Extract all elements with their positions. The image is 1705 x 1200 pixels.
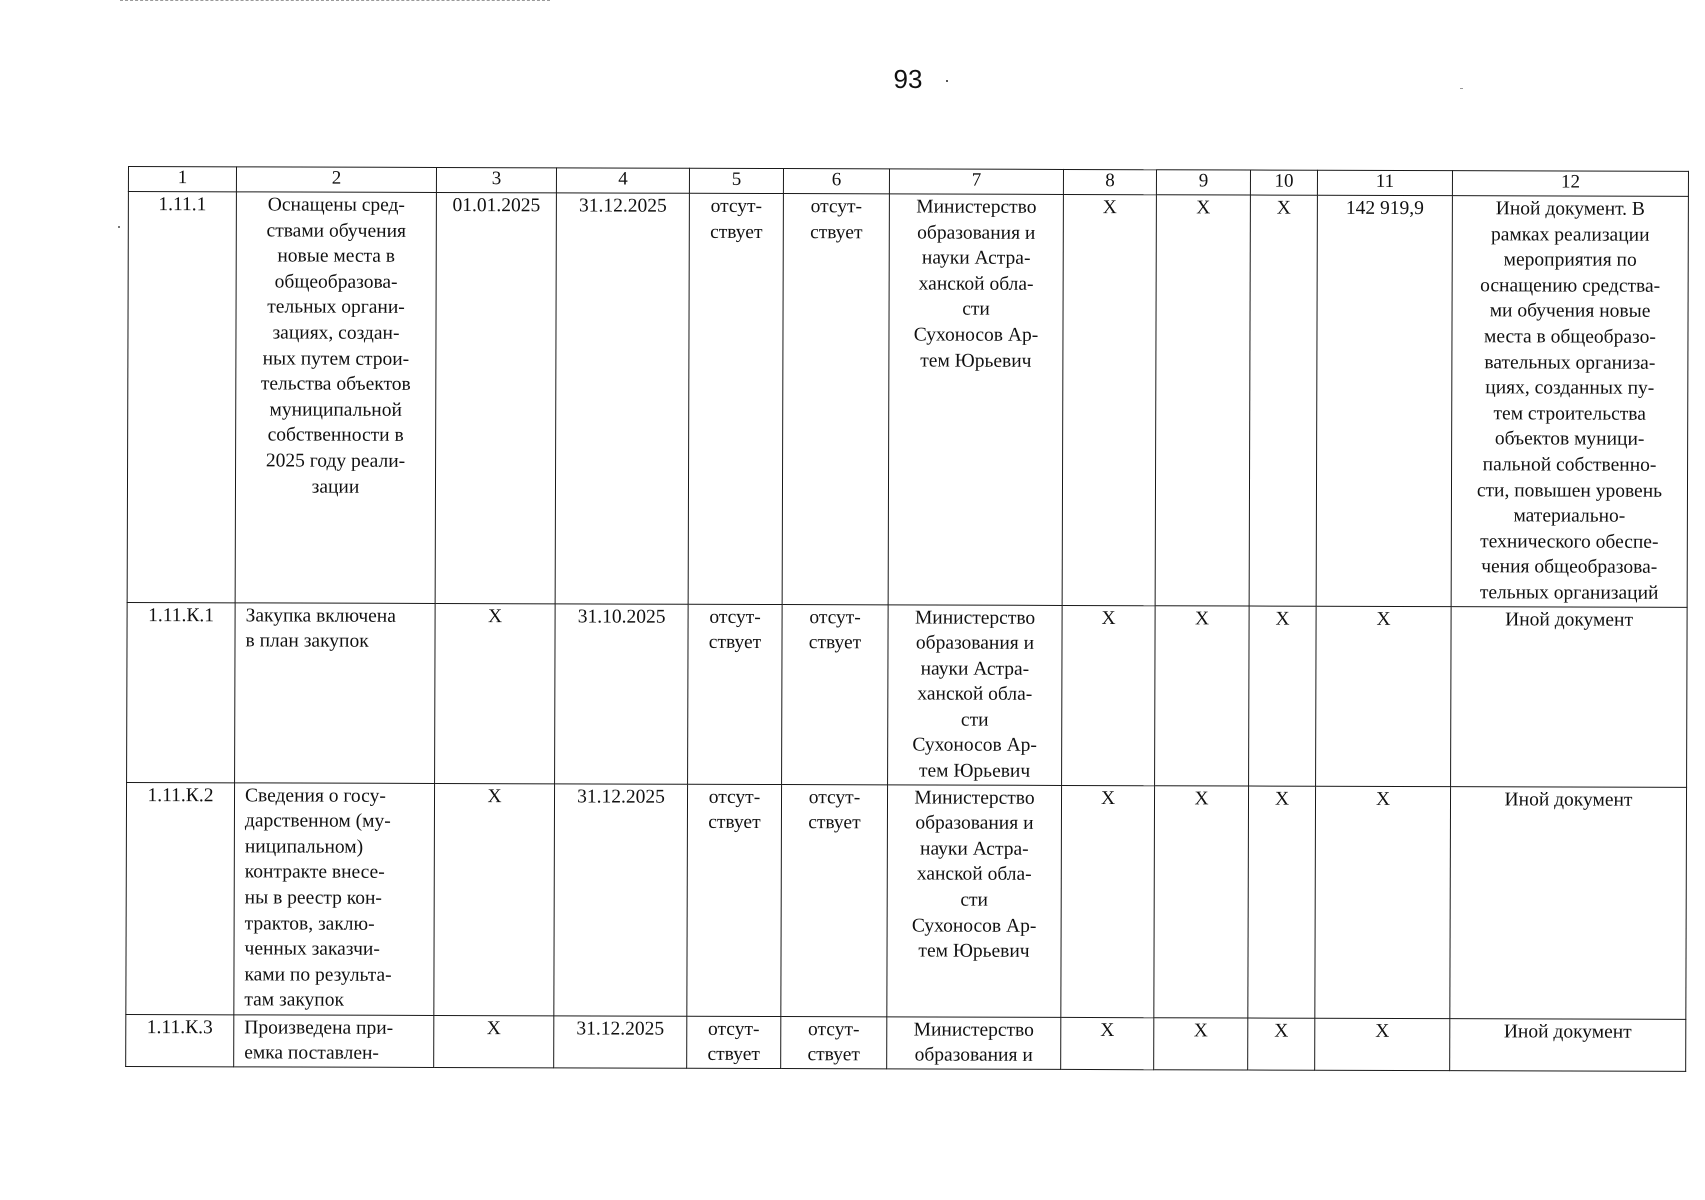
row-id: 1.11.К.2 — [126, 782, 235, 1014]
row-description: Сведения о госу- дарственном (му- ниципальном) контракте внесе- ны в реестр кон- трактов, заклю- ченных заказчи- ками по результа- там закупок — [234, 782, 435, 1015]
row-col5: отсут- ствует — [688, 604, 783, 784]
row-document: Иной документ. В рамках реализации мероприятия по оснащению средства- ми обучения новые места в общеобразо- вательных организа- циях, созданных пу- тем строительства объектов муници- пальной собственно- сти, повышен уровень материально- технического обеспе- чения общеобразова- тельных организаций — [1451, 196, 1688, 607]
table-row — [126, 1014, 1686, 1071]
column-number: 7 — [889, 169, 1063, 195]
row-col11: X — [1315, 1018, 1450, 1071]
row-col6: отсут- ствует — [781, 784, 888, 1016]
row-responsible: Министерство образования и науки Астра- ханской обла- сти Сухоносов Ар- тем Юрьевич — [887, 785, 1062, 1018]
table-row — [127, 192, 1688, 607]
row-id: 1.11.1 — [127, 192, 236, 603]
row-end-date: 31.12.2025 — [554, 783, 688, 1015]
row-responsible: Министерство образования и — [887, 1017, 1061, 1070]
row-col6: отсут- ствует — [782, 604, 889, 784]
column-number: 6 — [783, 169, 889, 194]
column-number: 1 — [128, 167, 236, 192]
row-document: Иной документ — [1451, 606, 1688, 787]
row-col11: X — [1315, 786, 1451, 1018]
column-number: 2 — [236, 167, 436, 193]
column-number: 9 — [1156, 170, 1250, 195]
row-col9: X — [1155, 605, 1250, 785]
row-document: Иной документ — [1450, 786, 1687, 1019]
row-col10: X — [1248, 786, 1316, 1018]
row-col11: 142 919,9 — [1316, 195, 1452, 606]
activities-table — [125, 166, 1689, 1072]
scan-speck — [118, 226, 120, 228]
page-number: 93 — [893, 64, 923, 94]
row-description: Закупка включена в план закупок — [235, 602, 436, 783]
row-end-date: 31.12.2025 — [554, 1015, 687, 1068]
column-number: 4 — [556, 168, 689, 193]
row-col5: отсут- ствует — [688, 193, 783, 604]
row-end-date: 31.10.2025 — [555, 603, 689, 784]
column-number: 10 — [1250, 170, 1317, 195]
row-col9: X — [1154, 1017, 1248, 1069]
row-responsible: Министерство образования и науки Астра- ханской обла- сти Сухоносов Ар- тем Юрьевич — [888, 604, 1063, 785]
row-col10: X — [1249, 195, 1317, 606]
row-col8: X — [1062, 194, 1156, 605]
row-id: 1.11.К.1 — [127, 602, 236, 782]
row-description: Произведена при- емка поставлен- — [234, 1014, 434, 1067]
column-number: 3 — [436, 167, 556, 192]
row-responsible: Министерство образования и науки Астра- ханской обла- сти Сухоносов Ар- тем Юрьевич — [888, 194, 1063, 605]
row-col8: X — [1061, 1017, 1154, 1069]
column-number: 8 — [1063, 169, 1156, 194]
row-start-date: X — [434, 783, 555, 1015]
row-id: 1.11.К.3 — [126, 1014, 234, 1067]
row-start-date: X — [434, 1015, 554, 1068]
row-col6: отсут- ствует — [781, 1016, 887, 1069]
row-description: Оснащены сред- ствами обучения новые места в общеобразова- тельных органи- зациях, создан- ных путем строи- тельства объектов муниципальной собственности в 2025 году реали- зации — [235, 192, 436, 603]
row-start-date: 01.01.2025 — [435, 192, 556, 603]
column-number: 12 — [1452, 171, 1688, 197]
row-col8: X — [1062, 605, 1156, 785]
scan-artifact-line — [120, 0, 550, 3]
row-document: Иной документ — [1450, 1018, 1686, 1071]
row-col11: X — [1316, 606, 1452, 787]
row-col8: X — [1061, 785, 1155, 1017]
column-number: 5 — [689, 168, 783, 193]
row-end-date: 31.12.2025 — [555, 193, 689, 604]
row-col10: X — [1249, 606, 1317, 786]
row-col9: X — [1154, 785, 1249, 1017]
column-number: 11 — [1317, 170, 1452, 195]
row-col5: отсут- ствует — [687, 784, 782, 1016]
scan-speck — [946, 80, 948, 82]
table-row — [127, 602, 1688, 787]
row-col6: отсут- ствует — [782, 194, 889, 605]
row-col9: X — [1155, 195, 1250, 606]
row-col10: X — [1248, 1018, 1315, 1070]
row-start-date: X — [435, 603, 556, 784]
scan-speck — [1460, 88, 1463, 89]
table-row — [126, 782, 1687, 1019]
row-col5: отсут- ствует — [687, 1016, 781, 1068]
